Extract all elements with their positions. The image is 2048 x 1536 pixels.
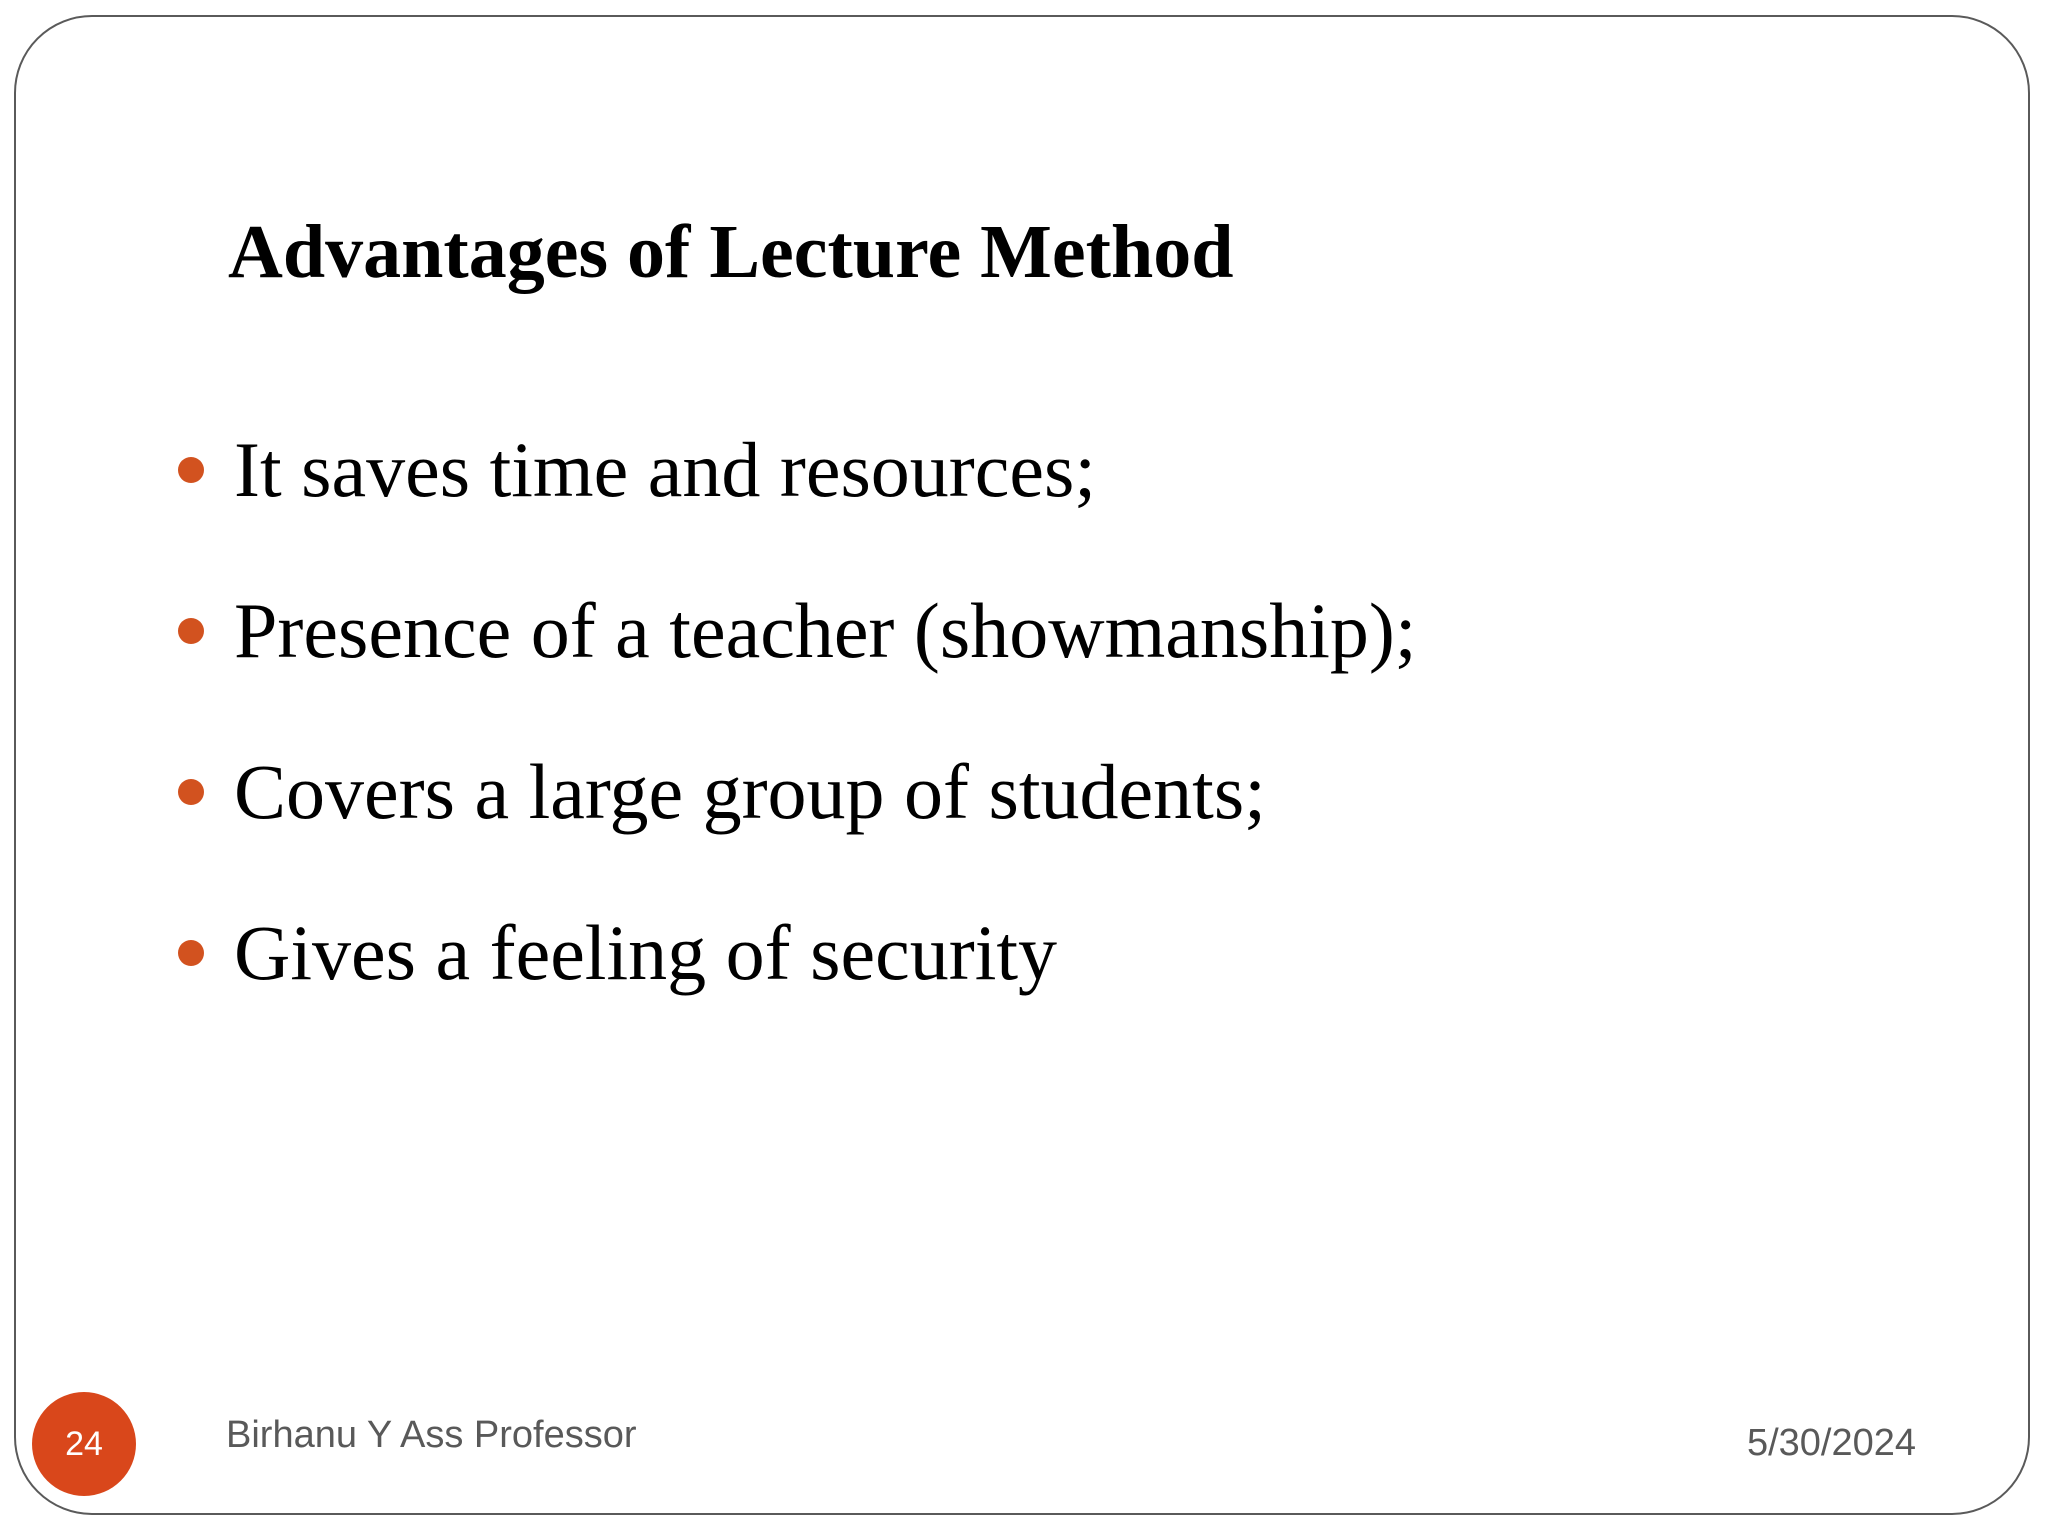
bullet-dot-icon	[178, 457, 204, 483]
bullet-dot-icon	[178, 779, 204, 805]
bullet-text: Presence of a teacher (showmanship);	[234, 587, 1417, 674]
bullet-dot-icon	[178, 940, 204, 966]
bullet-text: Gives a feeling of security	[234, 909, 1058, 996]
footer-author: Birhanu Y Ass Professor	[226, 1414, 637, 1456]
bullet-item	[178, 898, 1057, 1008]
footer-date: 5/30/2024	[1746, 1422, 1916, 1464]
bullet-item	[178, 737, 1266, 847]
slide-title: Advantages of Lecture Method	[228, 210, 1234, 294]
page-number-badge: 24	[32, 1392, 136, 1496]
bullet-text: It saves time and resources;	[234, 426, 1097, 513]
bullet-item	[178, 576, 1417, 686]
bullet-dot-icon	[178, 618, 204, 644]
bullet-item	[178, 415, 1096, 525]
bullet-text: Covers a large group of students;	[234, 748, 1266, 835]
